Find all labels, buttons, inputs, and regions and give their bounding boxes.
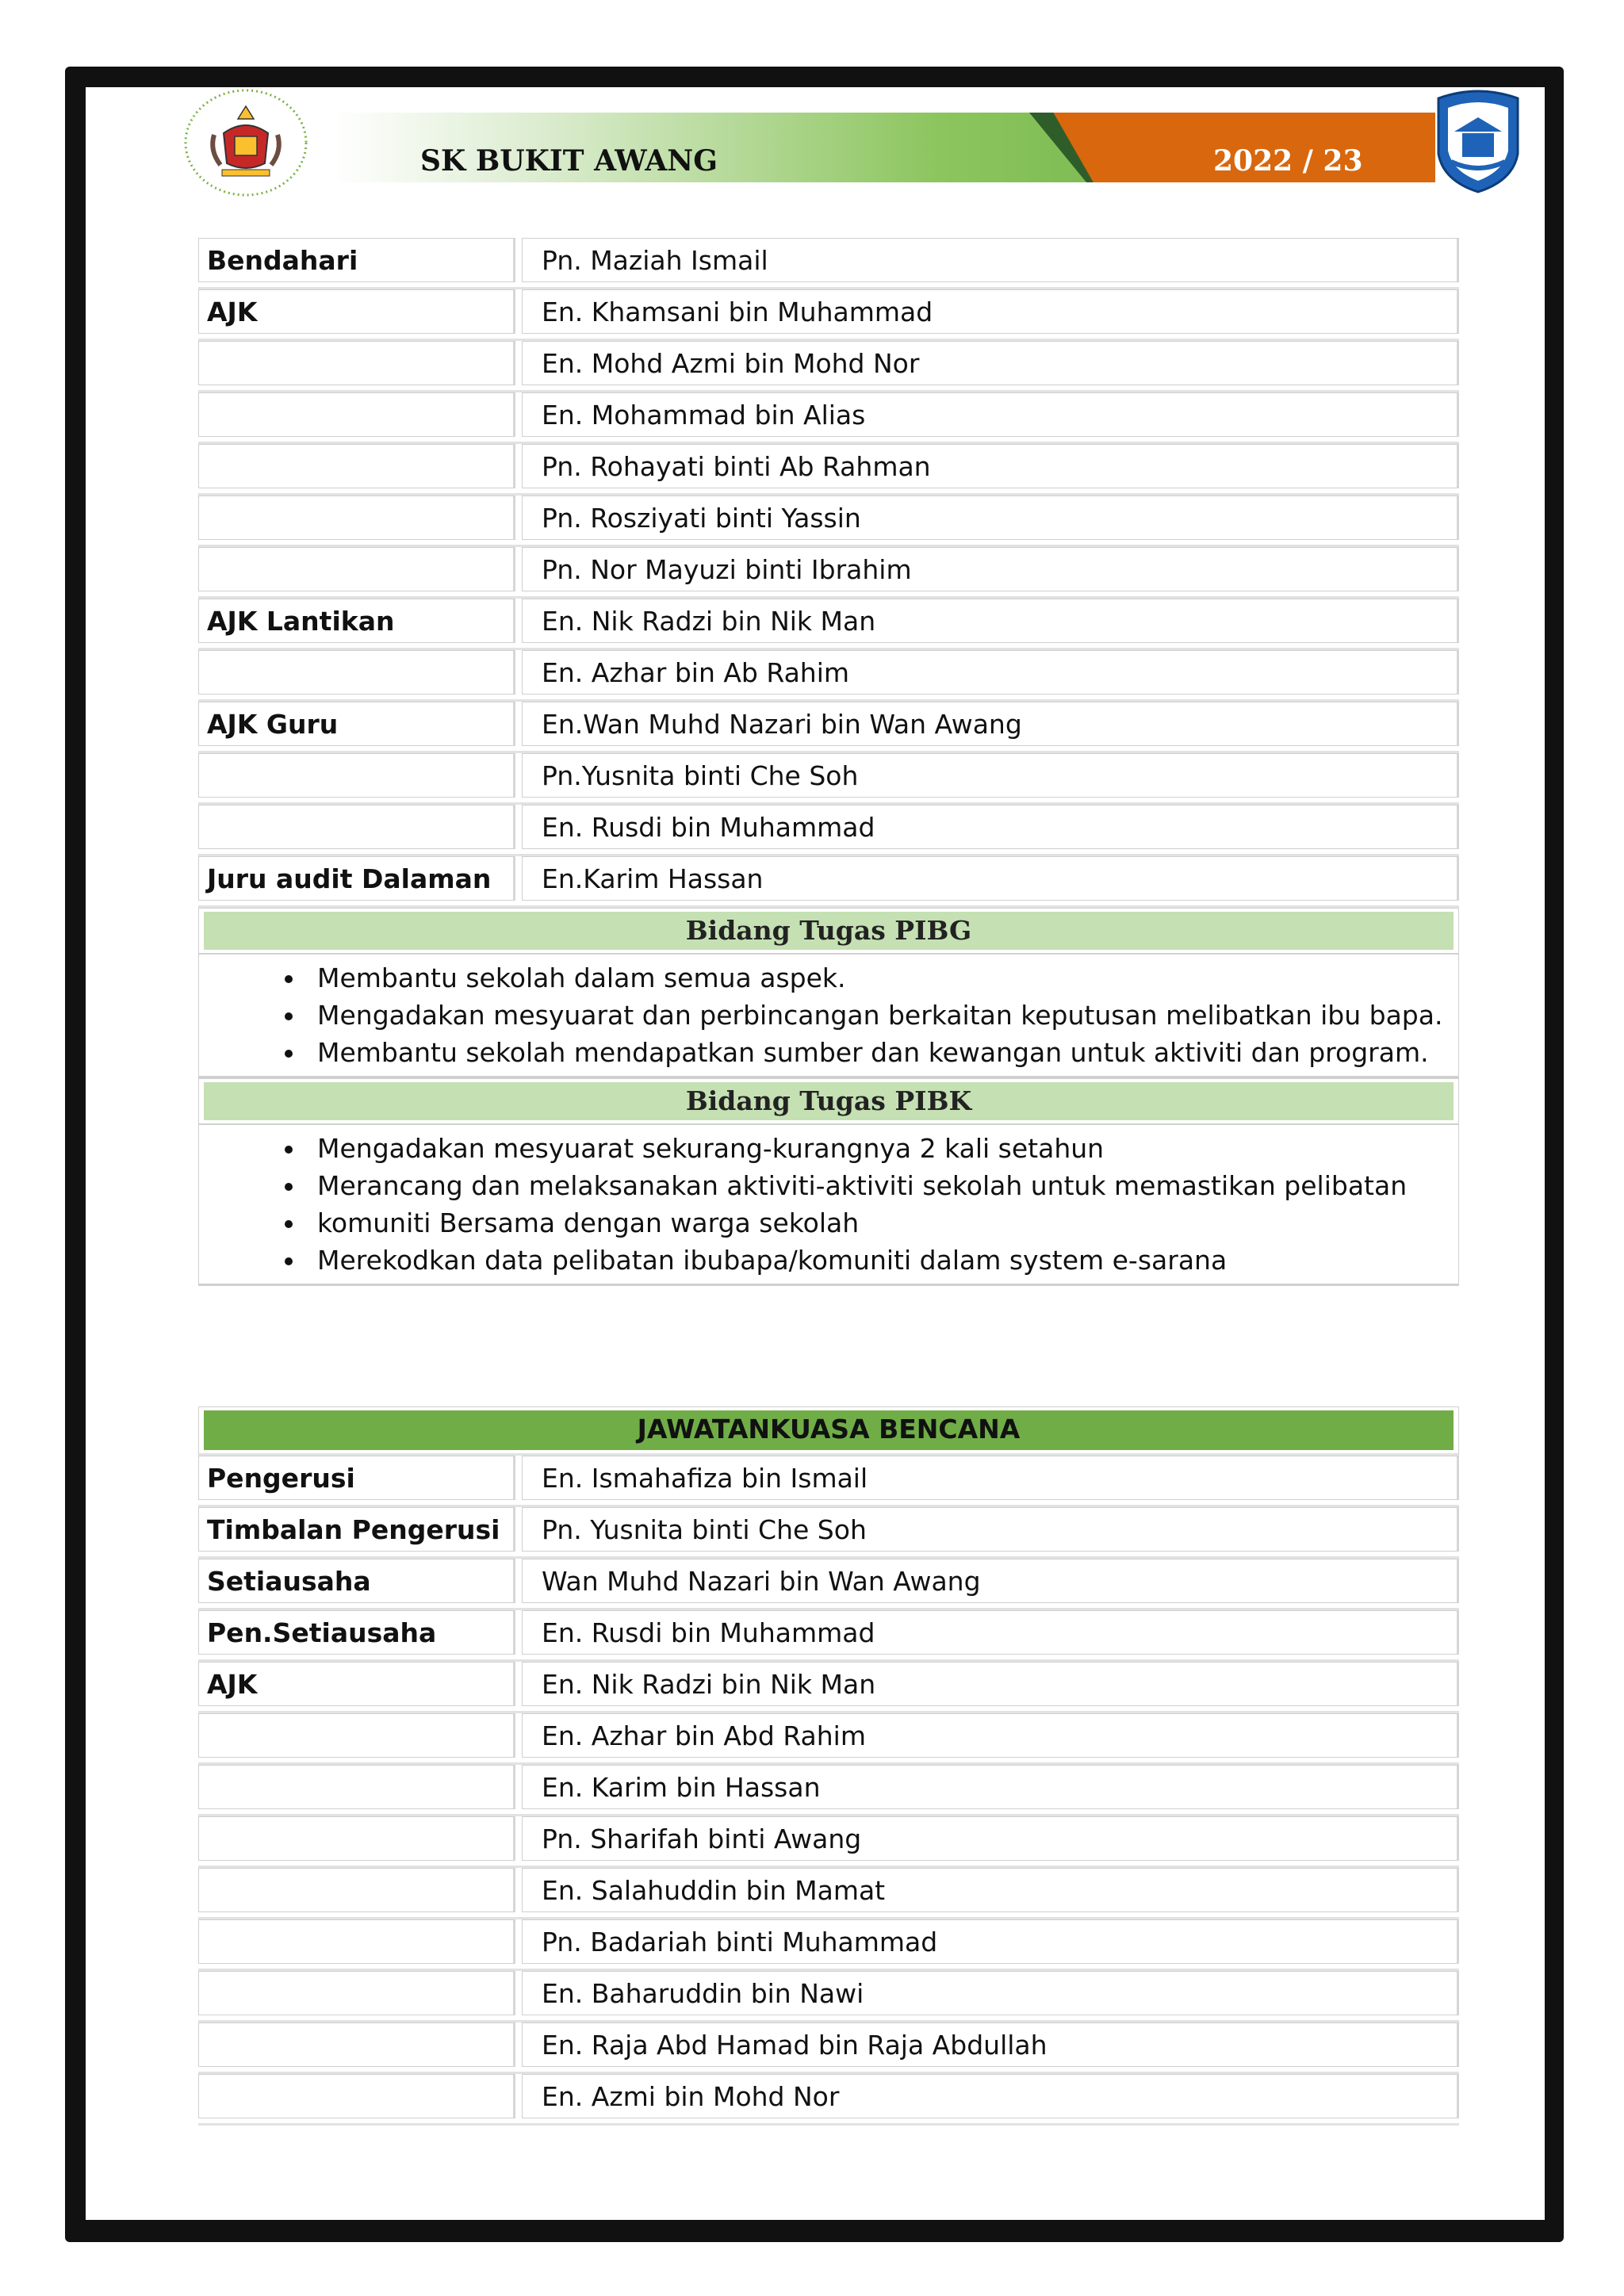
role-cell: Bendahari: [198, 238, 515, 282]
name-cell: En. Azhar bin Ab Rahim: [522, 650, 1459, 695]
table-row: [198, 753, 1459, 805]
list-item: • Merancang dan melaksanakan aktiviti-aktiviti sekolah untuk memastikan pelibatan: [306, 1167, 1458, 1204]
list-item: • Membantu sekolah dalam semua aspek.: [306, 959, 1458, 997]
name-cell: En. Salahuddin bin Mamat: [522, 1868, 1459, 1912]
name-cell: En. Khamsani bin Muhammad: [522, 289, 1459, 334]
table-row: [198, 2074, 1459, 2126]
role-cell: [198, 1765, 515, 1809]
role-cell: [198, 650, 515, 695]
role-cell: [198, 2074, 515, 2118]
name-cell: En.Karim Hassan: [522, 856, 1459, 901]
table-row: [198, 1868, 1459, 1919]
table-row: [198, 2022, 1459, 2074]
table-row: [198, 1765, 1459, 1816]
table-row: [198, 444, 1459, 496]
name-cell: Pn.Yusnita binti Che Soh: [522, 753, 1459, 798]
table-row: [198, 1971, 1459, 2022]
role-cell: [198, 1919, 515, 1964]
name-cell: En. Baharuddin bin Nawi: [522, 1971, 1459, 2015]
table-row: [198, 547, 1459, 599]
page-header: [182, 113, 1435, 184]
role-cell: Setiausaha: [198, 1559, 515, 1603]
pibg-duties-heading: [198, 908, 1459, 954]
pibk-duties-heading: [198, 1078, 1459, 1124]
role-cell: Pengerusi: [198, 1456, 515, 1500]
table-row: [198, 599, 1459, 650]
section-heading: Bidang Tugas PIBK: [204, 1082, 1454, 1120]
table-row: [198, 1662, 1459, 1713]
name-cell: Pn. Sharifah binti Awang: [522, 1816, 1459, 1861]
bencana-committee-table: [198, 1406, 1459, 2126]
name-cell: En. Rusdi bin Muhammad: [522, 805, 1459, 849]
role-cell: AJK Lantikan: [198, 599, 515, 643]
list-item: • komuniti Bersama dengan warga sekolah: [306, 1204, 1458, 1242]
role-cell: [198, 496, 515, 540]
role-cell: Juru audit Dalaman: [198, 856, 515, 901]
role-cell: [198, 444, 515, 488]
pibk-duties-list: [198, 1124, 1459, 1286]
role-cell: [198, 2022, 515, 2067]
role-cell: [198, 1868, 515, 1912]
role-cell: [198, 547, 515, 591]
role-cell: [198, 1971, 515, 2015]
name-cell: En. Nik Radzi bin Nik Man: [522, 1662, 1459, 1706]
table-row: [198, 856, 1459, 908]
name-cell: Pn. Badariah binti Muhammad: [522, 1919, 1459, 1964]
list-item: • Merekodkan data pelibatan ibubapa/komuniti dalam system e-sarana: [306, 1242, 1458, 1279]
role-cell: Pen.Setiausaha: [198, 1610, 515, 1655]
table-row: [198, 392, 1459, 444]
table-row: [198, 702, 1459, 753]
table-row: [198, 1456, 1459, 1507]
role-cell: AJK: [198, 289, 515, 334]
list-item: • Mengadakan mesyuarat sekurang-kurangnya 2 kali setahun: [306, 1130, 1458, 1167]
table-row: [198, 1713, 1459, 1765]
name-cell: En. Rusdi bin Muhammad: [522, 1610, 1459, 1655]
pibg-duties-list: [198, 954, 1459, 1078]
name-cell: Pn. Rosziyati binti Yassin: [522, 496, 1459, 540]
table-row: [198, 1507, 1459, 1559]
school-crest-logo: [1434, 87, 1522, 193]
bencana-title-band: [198, 1406, 1459, 1456]
name-cell: En. Azhar bin Abd Rahim: [522, 1713, 1459, 1758]
name-cell: En. Raja Abd Hamad bin Raja Abdullah: [522, 2022, 1459, 2067]
name-cell: En. Ismahafiza bin Ismail: [522, 1456, 1459, 1500]
table-row: [198, 805, 1459, 856]
name-cell: Pn. Nor Mayuzi binti Ibrahim: [522, 547, 1459, 591]
section-heading: Bidang Tugas PIBG: [204, 912, 1454, 950]
role-cell: [198, 753, 515, 798]
list-item: • Membantu sekolah mendapatkan sumber dan kewangan untuk aktiviti dan program.: [306, 1034, 1458, 1071]
role-cell: [198, 392, 515, 437]
name-cell: Pn. Yusnita binti Che Soh: [522, 1507, 1459, 1552]
name-cell: En. Mohd Azmi bin Mohd Nor: [522, 341, 1459, 385]
table-row: [198, 1919, 1459, 1971]
session-year: 2022 / 23: [1213, 144, 1363, 178]
table-row: [198, 650, 1459, 702]
table-title: JAWATANKUASA BENCANA: [204, 1410, 1454, 1450]
name-cell: Pn. Maziah Ismail: [522, 238, 1459, 282]
role-cell: AJK: [198, 1662, 515, 1706]
table-row: [198, 238, 1459, 289]
role-cell: AJK Guru: [198, 702, 515, 746]
role-cell: [198, 1816, 515, 1861]
role-cell: Timbalan Pengerusi: [198, 1507, 515, 1552]
table-row: [198, 341, 1459, 392]
role-cell: [198, 1713, 515, 1758]
pibg-committee-table: [198, 238, 1459, 1286]
name-cell: En. Karim bin Hassan: [522, 1765, 1459, 1809]
name-cell: En. Mohammad bin Alias: [522, 392, 1459, 437]
name-cell: En. Azmi bin Mohd Nor: [522, 2074, 1459, 2118]
table-row: [198, 1610, 1459, 1662]
school-name: SK BUKIT AWANG: [420, 144, 718, 178]
list-item: • Mengadakan mesyuarat dan perbincangan berkaitan keputusan melibatkan ibu bapa.: [306, 997, 1458, 1034]
ministry-crest-logo: [182, 87, 309, 198]
name-cell: Wan Muhd Nazari bin Wan Awang: [522, 1559, 1459, 1603]
name-cell: Pn. Rohayati binti Ab Rahman: [522, 444, 1459, 488]
table-row: [198, 496, 1459, 547]
table-row: [198, 289, 1459, 341]
name-cell: En.Wan Muhd Nazari bin Wan Awang: [522, 702, 1459, 746]
role-cell: [198, 805, 515, 849]
table-row: [198, 1559, 1459, 1610]
table-row: [198, 1816, 1459, 1868]
role-cell: [198, 341, 515, 385]
name-cell: En. Nik Radzi bin Nik Man: [522, 599, 1459, 643]
